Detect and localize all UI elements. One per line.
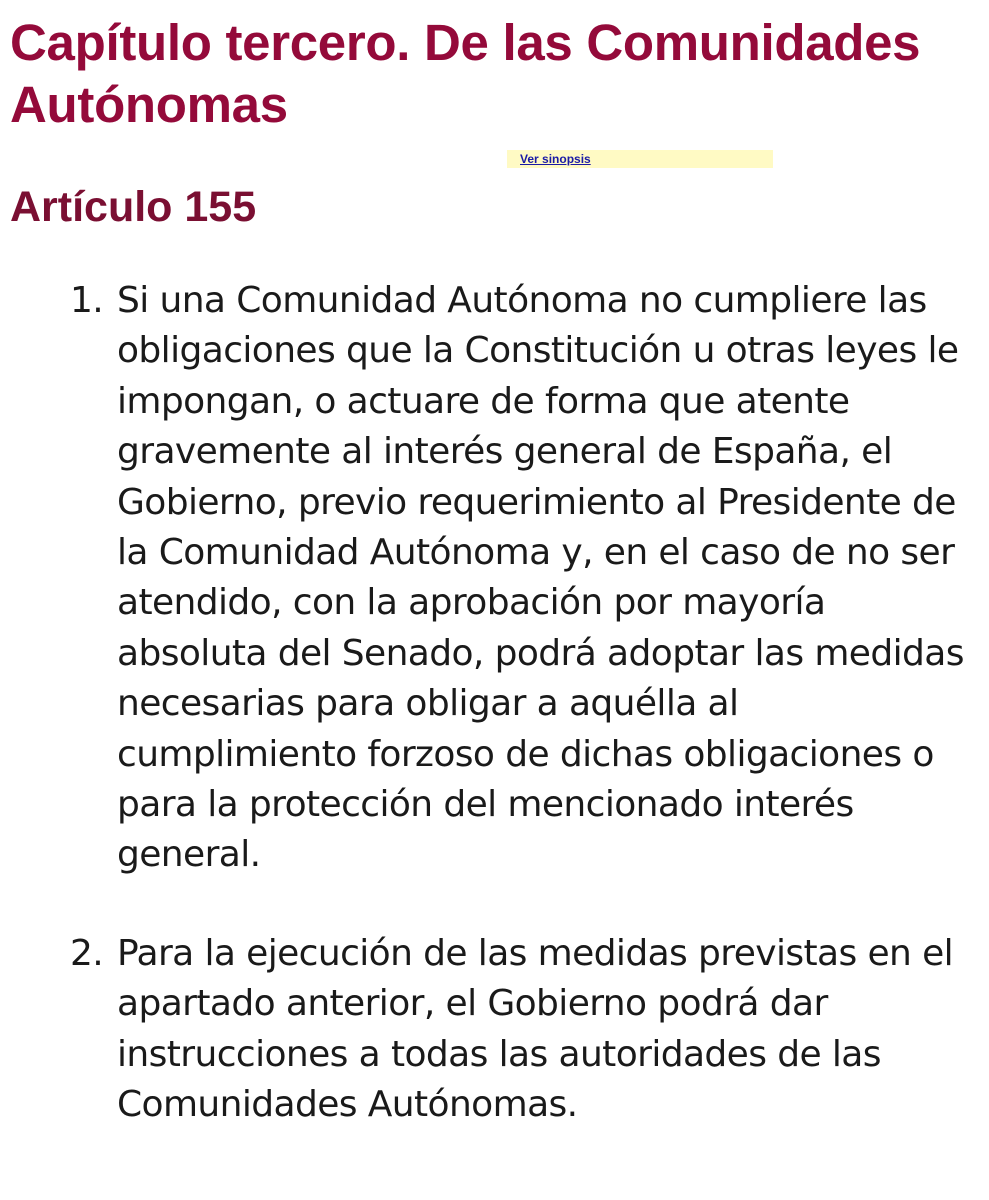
paragraph-text: Para la ejecución de las medidas previstas en el apartado anterior, el Gobierno podrá dar instrucciones a todas las autoridades de las Comunidades Autónomas. bbox=[117, 932, 954, 1126]
article-title: Artículo 155 bbox=[10, 183, 257, 231]
article-paragraph-1 bbox=[0, 276, 989, 881]
article-paragraph-2 bbox=[0, 929, 989, 1131]
article-body bbox=[0, 276, 989, 1131]
chapter-title: Capítulo tercero. De las Comunidades Autónomas bbox=[10, 14, 921, 133]
paragraph-number: 1. bbox=[70, 280, 104, 321]
synopsis-bar bbox=[507, 150, 773, 168]
paragraph-number: 2. bbox=[70, 932, 104, 974]
paragraph-text: Si una Comunidad Autónoma no cumpliere las obligaciones que la Constitución u otras leyes le impongan, o actuare de forma que atente gravemente al interés general de España, el Gobierno, previo requerimiento al Presidente de la Comunidad Autónoma y, en el caso de no ser atendido, con la aprobación por mayoría absoluta del Senado, podrá adoptar las medidas necesarias para obligar a aquélla al cumplimiento forzoso de dichas obligaciones o para la protección del mencionado interés general. bbox=[117, 280, 964, 876]
synopsis-link[interactable]: Ver sinopsis bbox=[520, 152, 591, 166]
